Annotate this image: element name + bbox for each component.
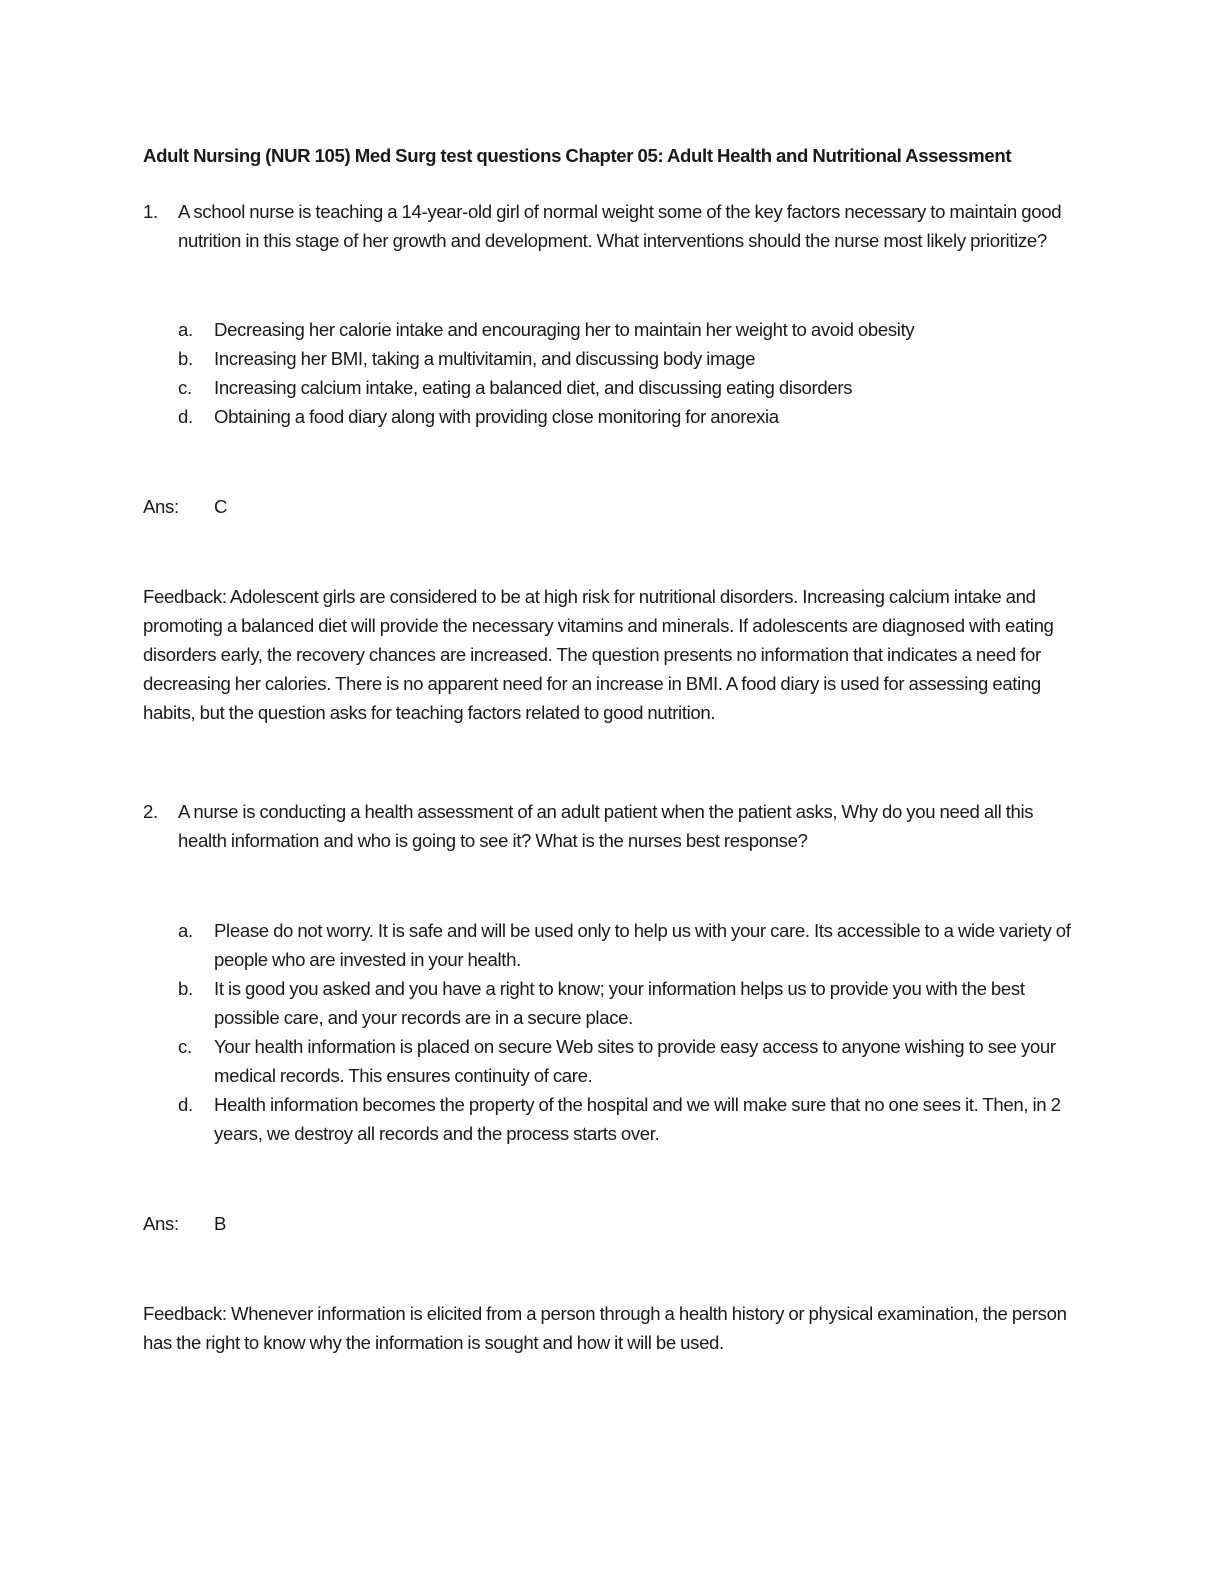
question-text: A school nurse is teaching a 14-year-old girl of normal weight some of the key factors necessary to maintain good nutrition in this stage of her growth and development. What interventions should the nurse most likely prioritize?	[178, 201, 1062, 251]
document-title: Adult Nursing (NUR 105) Med Surg test questions Chapter 05: Adult Health and Nutritional Assessment	[143, 145, 1012, 166]
option-text: Decreasing her calorie intake and encouraging her to maintain her weight to avoid obesity	[214, 319, 915, 340]
answer-option	[178, 373, 1073, 402]
feedback-paragraph: Feedback: Adolescent girls are considered to be at high risk for nutritional disorders. Increasing calcium intake and promoting a balanced diet will provide the necessary vitamins and minerals. If adolescents are diagnosed with eating disorders early, the recovery chances are increased. The question presents no information that indicates a need for decreasing her calories. There is no apparent need for an increase in BMI. A food diary is used for assessing eating habits, but the question asks for teaching factors related to good nutrition.	[143, 586, 1054, 723]
question-number: 1.	[143, 201, 158, 222]
option-text: Health information becomes the property of the hospital and we will make sure that no one sees it. Then, in 2 years, we destroy all records and the process starts over.	[214, 1094, 1061, 1144]
question-block	[143, 197, 1073, 727]
option-text: Obtaining a food diary along with providing close monitoring for anorexia	[214, 406, 779, 427]
option-text: Increasing calcium intake, eating a balanced diet, and discussing eating disorders	[214, 377, 853, 398]
question-block	[143, 797, 1073, 1357]
option-letter: c.	[178, 1036, 192, 1057]
answer-value: B	[214, 1213, 227, 1234]
option-letter: c.	[178, 377, 192, 398]
answer-option	[178, 402, 1073, 431]
question-stem	[143, 197, 1073, 255]
option-letter: a.	[178, 920, 193, 941]
answer-option	[178, 916, 1073, 974]
option-text: It is good you asked and you have a right to know; your information helps us to provide you with the best possible care, and your records are in a secure place.	[214, 978, 1025, 1028]
answer-label: Ans:	[143, 496, 179, 517]
option-text: Increasing her BMI, taking a multivitamin, and discussing body image	[214, 348, 756, 369]
answer-option	[178, 1090, 1073, 1148]
option-letter: d.	[178, 1094, 193, 1115]
answer-line	[143, 492, 1073, 521]
answer-option	[178, 1032, 1073, 1090]
option-letter: b.	[178, 348, 193, 369]
answer-options	[143, 315, 1073, 431]
answer-options	[143, 916, 1073, 1148]
option-letter: d.	[178, 406, 193, 427]
question-number: 2.	[143, 801, 158, 822]
answer-option	[178, 344, 1073, 373]
answer-label: Ans:	[143, 1213, 179, 1234]
option-letter: a.	[178, 319, 193, 340]
question-text: A nurse is conducting a health assessment of an adult patient when the patient asks, Why do you need all this health information and who is going to see it? What is the nurses best response?	[178, 801, 1034, 851]
question-stem	[143, 797, 1073, 855]
answer-option	[178, 974, 1073, 1032]
answer-option	[178, 315, 1073, 344]
feedback-paragraph: Feedback: Whenever information is elicited from a person through a health history or physical examination, the person has the right to know why the information is sought and how it will be used.	[143, 1303, 1067, 1353]
option-text: Please do not worry. It is safe and will be used only to help us with your care. Its accessible to a wide variety of people who are invested in your health.	[214, 920, 1071, 970]
answer-line	[143, 1209, 1073, 1238]
option-letter: b.	[178, 978, 193, 999]
option-text: Your health information is placed on secure Web sites to provide easy access to anyone wishing to see your medical records. This ensures continuity of care.	[214, 1036, 1056, 1086]
answer-value: C	[214, 496, 228, 517]
document-page	[143, 141, 1073, 1357]
